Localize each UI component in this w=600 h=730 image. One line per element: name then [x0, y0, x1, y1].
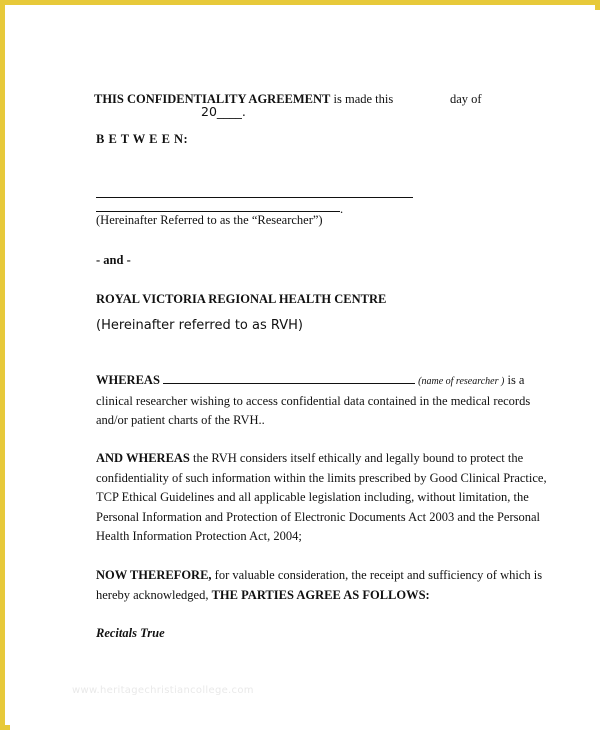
between-heading: B E T W E E N:: [96, 132, 189, 146]
address-line-period: .: [340, 202, 344, 216]
researcher-address-line: [96, 211, 340, 212]
and-whereas-line-1-rest: the RVH considers itself ethically and legally bound to protect the: [193, 451, 524, 465]
watermark: www.heritagechristiancollege.com: [72, 685, 254, 696]
title-rest: is made this: [333, 92, 394, 106]
whereas-line-1-tail: is a: [507, 373, 525, 387]
party-ref: (Hereinafter referred to as RVH): [96, 318, 303, 333]
now-therefore-line-1-rest: for valuable consideration, the receipt and sufficiency of which is: [214, 568, 543, 582]
title-bold: THIS CONFIDENTIALITY AGREEMENT: [94, 92, 331, 106]
recitals-heading: Recitals True: [96, 626, 165, 640]
now-therefore-line-2: [96, 586, 517, 606]
whereas-paragraph: [96, 371, 531, 431]
party-name: ROYAL VICTORIA REGIONAL HEALTH CENTRE: [96, 292, 387, 306]
day-of-label: day of: [450, 92, 482, 106]
parties-agree-heading: THE PARTIES AGREE AS FOLLOWS:: [211, 587, 430, 602]
researcher-name-blank: [163, 372, 415, 384]
whereas-line-2: clinical researcher wishing to access confidential data contained in the medical records: [96, 393, 531, 408]
whereas-label: WHEREAS: [96, 373, 160, 387]
researcher-name-hint: (name of researcher ): [418, 376, 505, 387]
year-line: 20____.: [201, 104, 246, 119]
and-whereas-line-5: Health Information Protection Act, 2004;: [96, 529, 302, 543]
now-therefore-line-1: [96, 566, 543, 586]
and-whereas-line-3: TCP Ethical Guidelines and all applicable legislation including, without limitation, the: [96, 490, 529, 504]
and-whereas-line-4: Personal Information and Protection of Electronic Documents Act 2003 and the Personal: [96, 509, 540, 524]
researcher-ref: (Hereinafter Referred to as the “Researcher”): [96, 213, 323, 227]
whereas-line-1: [96, 371, 525, 392]
whereas-line-3: and/or patient charts of the RVH..: [96, 413, 265, 427]
and-whereas-label: AND WHEREAS: [96, 451, 190, 465]
and-whereas-line-1: [96, 449, 524, 469]
now-therefore-label: NOW THEREFORE,: [96, 568, 212, 582]
document-page: [10, 10, 600, 730]
researcher-name-line: [96, 197, 413, 198]
and-whereas-paragraph: [96, 449, 547, 547]
now-therefore-line-2-start: hereby acknowledged,: [96, 587, 209, 602]
now-therefore-paragraph: [96, 566, 543, 605]
and-separator: - and -: [96, 253, 131, 267]
and-whereas-line-2: confidentiality of such information within the limits prescribed by Good Clinical Practice,: [96, 470, 547, 485]
